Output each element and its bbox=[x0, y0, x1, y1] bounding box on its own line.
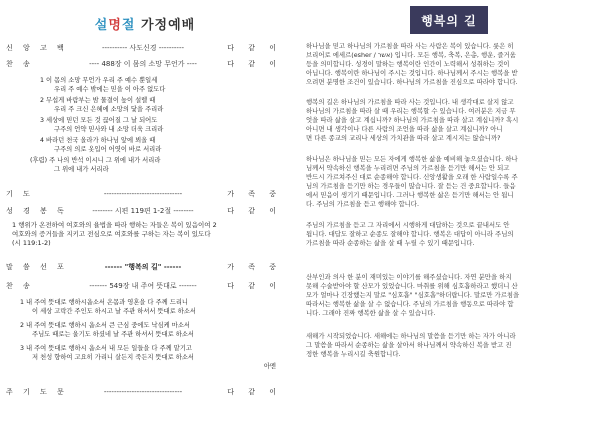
para-line: 그 말씀을 따라서 순종하는 삶을 살아서 하나님께서 약속하신 복을 받고 진 bbox=[306, 341, 512, 349]
title-part-4: 가정예배 bbox=[135, 18, 196, 33]
order-value: ---------- 사도신경 ---------- bbox=[101, 44, 185, 52]
lyric-line: 우리 주 크신 은혜에 소망의 닻을 주리라 bbox=[54, 106, 164, 113]
order-label: 말 씀 선 포 bbox=[6, 263, 68, 271]
para-line: 등을 의미합니다. 성경이 말하는 행복이란 인간이 노력해서 성취하는 것이 bbox=[306, 60, 510, 68]
lyric-line: 3 세상에 믿던 모든 것 끊어질 그 날 되어도 bbox=[40, 117, 158, 124]
sermon-panel bbox=[306, 0, 592, 424]
order-label: 기 도 bbox=[6, 190, 34, 198]
lyric-line: 이 세상 고락간 주인도 하시고 날 주관 하셔서 뜻대로 하소서 bbox=[32, 308, 197, 315]
order-label: 주 기 도 문 bbox=[6, 388, 68, 396]
para-line: 면 다른 종교의 교리나 세상의 가치관을 따라 살고 계시지는 않습니까? bbox=[306, 134, 501, 142]
order-leader: 다 같 이 bbox=[227, 282, 282, 290]
lyric-line: 3 내 주여 뜻대로 행하시 옵소서 내 모든 일들을 다 주께 맡기고 bbox=[20, 345, 193, 352]
scripture-line: 여호와의 증거들을 지키고 전심으로 여호와를 구하는 자는 복이 있도다 bbox=[12, 230, 211, 238]
order-label: 신 앙 고 백 bbox=[6, 44, 68, 52]
para-line: 하나님은 하나님을 믿는 모든 자에게 행복한 삶을 예비해 놓으셨습니다. 하나 bbox=[306, 155, 518, 163]
title-part-1: 설 bbox=[94, 18, 109, 33]
order-leader: 가 족 중 bbox=[227, 190, 282, 198]
order-value: ------------------------------- bbox=[103, 388, 183, 396]
order-value: -------- 시편 119편 1-2절 -------- bbox=[92, 207, 194, 215]
para-line: 됩니다. 대답도 잘하고 순종도 잘해야 합니다. 행복은 대답이 아니라 주님의 bbox=[306, 230, 514, 238]
order-value: ---- 488장 이 몸의 소망 무언가 ---- bbox=[89, 60, 197, 68]
para-line: 으려면 분명한 조건이 있습니다. 하나님의 가르침을 진심으로 따라야 합니다. bbox=[306, 78, 518, 86]
para-line: 님께서 약속하신 행복을 누리려면 주님의 가르침을 듣기만 해서는 안 되고 bbox=[306, 164, 510, 172]
order-label: 찬 송 bbox=[6, 60, 34, 68]
lyric-line: 그 위에 내가 서리라 bbox=[54, 166, 109, 173]
order-value: ------- 549장 내 주여 뜻대로 ------- bbox=[89, 282, 197, 290]
para-line: 따라서는 행복한 삶을 살 수 없습니다. 주님의 가르침을 행동으로 따라야 합 bbox=[306, 300, 514, 308]
order-value: ------------------------------- bbox=[103, 190, 183, 198]
para-line: 하나님의 가르침을 따라 살 때 우리는 행복할 수 있습니다. 여러분은 지금 무 bbox=[306, 107, 516, 115]
order-leader: 다 같 이 bbox=[227, 207, 282, 215]
para-line: 모가 얼마나 긴장했는지 말로 "심호흡" "심호흡"하더랍니다. 말로만 가르침을 bbox=[306, 291, 520, 299]
para-line: 님의 가르침을 듣기만 하는 경우들이 많습니다. 잘 듣는 건 중요합니다. 들음 bbox=[306, 182, 516, 190]
lyric-amen: 아멘 bbox=[263, 363, 276, 370]
para-line: 하나님을 믿고 하나님의 가르침을 따라 사는 사람은 복이 있습니다. 룻은 히 bbox=[306, 42, 514, 50]
lyric-line: 2 무섭게 바람부는 밤 물결이 높이 설렐 때 bbox=[40, 97, 156, 104]
order-label: 찬 송 bbox=[6, 282, 34, 290]
lyric-line: 2 내 주여 뜻대로 행하시 옵소서 큰 근심 중에도 낙심케 마소서 bbox=[20, 322, 191, 329]
para-line: 반드시 가르쳐주신 대로 순종해야 합니다. 신앙생활을 오래 한 사람일수록 주 bbox=[306, 173, 518, 181]
para-line: 다. 주님의 가르침을 듣고 행해야 합니다. bbox=[306, 200, 419, 208]
scripture-line: 1 행위가 온전하여 여호와의 율법을 따라 행하는 자들은 복이 있음이여 2 bbox=[12, 221, 217, 229]
lyric-line: 저 천성 향하여 고요히 가리니 살든지 죽든지 뜻대로 하소서 bbox=[32, 354, 194, 361]
para-line: 못해 수술받아야 할 산모가 있었습니다. 마취를 위해 심호흡하라고 했더니 산 bbox=[306, 282, 518, 290]
para-line: 정한 행복을 누리시길 축원합니다. bbox=[306, 350, 401, 358]
order-label: 성 경 봉 독 bbox=[6, 207, 68, 215]
order-leader: 다 같 이 bbox=[227, 388, 282, 396]
para-line: 산부인과 의사 한 분이 재미있는 이야기를 해주셨습니다. 자연 분만을 하지 bbox=[306, 273, 512, 281]
sermon-banner: 행복의 길 bbox=[410, 6, 488, 34]
lyric-line: 4 바라던 천국 올라가 하나님 앞에 뵈올 때 bbox=[40, 137, 156, 144]
order-leader: 다 같 이 bbox=[227, 60, 282, 68]
para-line: 니다. 그래야 진짜 행복한 삶을 살 수 있습니다. bbox=[306, 309, 436, 317]
para-line: 주님의 가르침을 듣고 그 자리에서 시행하게 대답하는 것으로 끝내서도 안 bbox=[306, 221, 510, 229]
sermon-title: ------ "행복의 길" ------ bbox=[104, 263, 182, 271]
lyric-line: 구주의 의로 옷입어 어엿이 바로 서리라 bbox=[54, 146, 162, 153]
lyric-line: 주님도 때로는 울기도 하셨네 날 주관 하셔서 뜻대로 하소서 bbox=[32, 331, 194, 338]
para-line: 에서 믿음이 생기기 때문입니다. 그러나 행복한 삶은 듣기만 해서는 안 됩니 bbox=[306, 191, 514, 199]
lyric-line: (후렴) 주 나의 반석 이시니 그 위에 내가 서리라 bbox=[30, 157, 161, 164]
para-line: 아닙니다. 행복이란 하나님이 주시는 것입니다. 하나님께서 주시는 행복을 받 bbox=[306, 69, 518, 77]
worship-order-panel bbox=[0, 0, 290, 424]
order-leader: 다 같 이 bbox=[227, 44, 282, 52]
title-part-2: 명 bbox=[108, 18, 122, 33]
para-line: 가르침을 따라 순종하는 삶을 살 때 누릴 수 있기 때문입니다. bbox=[306, 239, 475, 247]
lyric-line: 우리 주 예수 밖에는 믿을 이 아주 없도다 bbox=[54, 86, 166, 93]
para-line: 아니면 내 생각이나 다른 사람의 조언을 따라 삶을 살고 계십니까? 아니 bbox=[306, 125, 503, 133]
order-leader: 가 족 중 bbox=[227, 263, 282, 271]
para-line: 새해가 시작되었습니다. 새해에는 하나님의 말씀을 듣기만 하는 자가 아니라 bbox=[306, 332, 516, 340]
para-line: 행복의 길은 하나님의 가르침을 따라 사는 것입니다. 내 생각대로 살지 않고 bbox=[306, 98, 514, 106]
lyric-line: 1 이 몸의 소망 무언가 우리 주 예수 뿐일세 bbox=[40, 77, 158, 84]
page-title bbox=[0, 14, 290, 33]
lyric-line: 1 내 주여 뜻대로 행하시옵소서 온몸과 영혼을 다 주께 드리니 bbox=[20, 299, 189, 306]
para-line: 엇을 따라 삶을 살고 계십니까? 하나님의 가르침을 따라 살고 계십니까? 혹시 bbox=[306, 116, 519, 124]
title-part-3: 절 bbox=[121, 18, 136, 33]
scripture-line: (시 119:1-2) bbox=[12, 239, 51, 247]
para-line: 브리어로 에세르(esher / אשר) 입니다. 모든 행복, 축복, 은총, 행운, 즐거움 bbox=[306, 51, 516, 59]
lyric-line: 구주의 언약 믿사와 내 소망 더욱 크리라 bbox=[54, 126, 164, 133]
